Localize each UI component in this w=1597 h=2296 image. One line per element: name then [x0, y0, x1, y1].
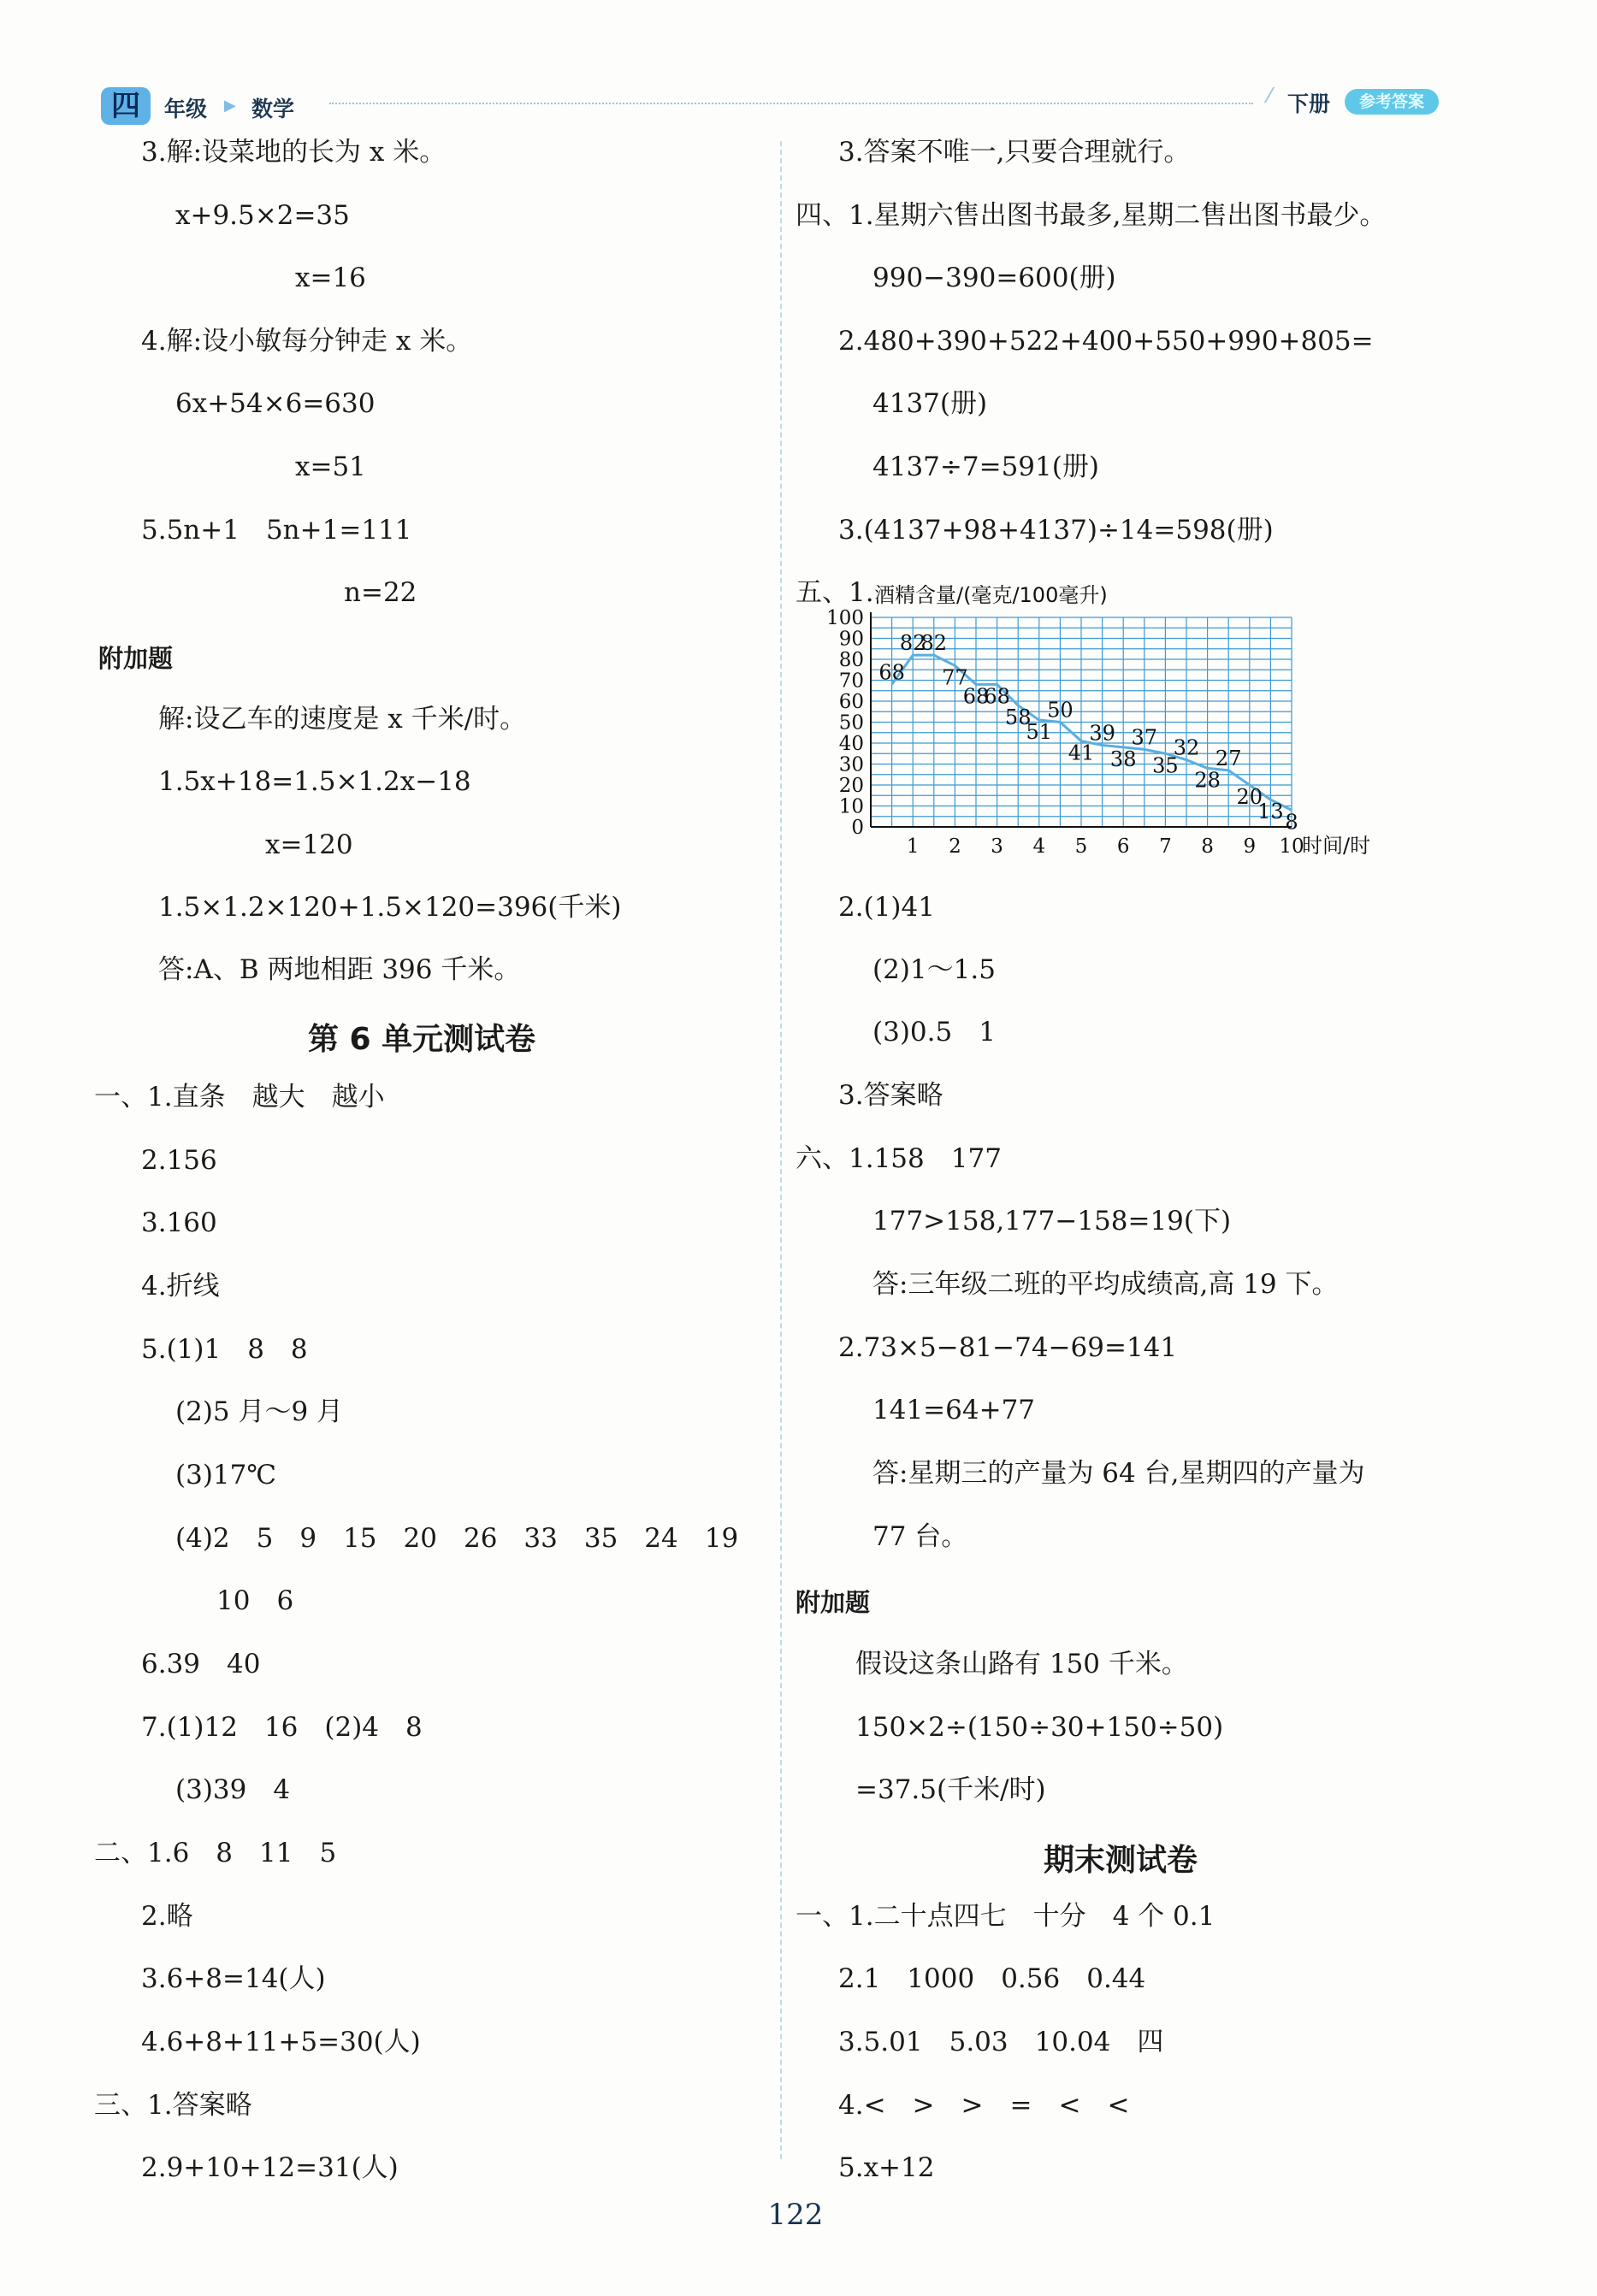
- grade-badge: 四: [101, 87, 151, 125]
- y-tick-label: 0: [851, 817, 864, 839]
- x-tick-label: 8: [1201, 835, 1214, 858]
- y-tick-label: 40: [838, 733, 864, 755]
- text-line: 3.解:设菜地的长为 x 米。: [141, 137, 447, 168]
- text-line: 2.1 1000 0.56 0.44: [838, 1963, 1146, 1994]
- text-line: (4)2 5 9 15 20 26 33 35 24 19: [175, 1523, 739, 1554]
- text-line: 3.160: [141, 1207, 217, 1238]
- text-line: 答:三年级二班的平均成绩高,高 19 下。: [872, 1269, 1339, 1300]
- x-tick-label: 1: [906, 835, 920, 858]
- data-label: 68: [984, 684, 1010, 709]
- page-header: [0, 0, 1597, 137]
- text-line: 141=64+77: [872, 1395, 1036, 1425]
- text-line: x=51: [295, 452, 366, 482]
- answer-badge: 参考答案: [1345, 89, 1439, 115]
- data-label: 68: [962, 684, 990, 709]
- x-tick-label: 6: [1116, 835, 1130, 858]
- data-label: 51: [1026, 720, 1053, 745]
- header-rule-corner: [1249, 87, 1275, 103]
- text-line: 3.(4137+98+4137)÷14=598(册): [838, 515, 1274, 546]
- text-line: 答:A、B 两地相距 396 千米。: [158, 954, 521, 985]
- y-tick-label: 20: [838, 775, 864, 797]
- text-line: 5.5n+1 5n+1=111: [141, 515, 412, 546]
- text-line: (3)39 4: [175, 1774, 291, 1805]
- x-tick-label: 9: [1243, 835, 1257, 858]
- text-line: 4.< > > = < <: [838, 2090, 1130, 2121]
- y-tick-label: 60: [838, 691, 864, 713]
- chart-svg: [787, 569, 1463, 872]
- arrow-icon: ▶: [224, 97, 236, 115]
- text-line: 答:星期三的产量为 64 台,星期四的产量为: [872, 1458, 1365, 1489]
- data-label: 38: [1109, 747, 1137, 771]
- text-line: 2.73×5−81−74−69=141: [838, 1332, 1178, 1363]
- text-line: x+9.5×2=35: [175, 200, 350, 231]
- text-line: 3.5.01 5.03 10.04 四: [838, 2027, 1164, 2057]
- text-line: 7.(1)12 16 (2)4 8: [141, 1712, 423, 1743]
- text-line: 1.5×1.2×120+1.5×120=396(千米): [158, 892, 622, 923]
- text-line: 2.(1)41: [838, 892, 935, 923]
- data-label: 13: [1257, 800, 1284, 824]
- chart-question-label: 五、1.: [796, 577, 874, 608]
- text-line: 4137÷7=591(册): [872, 452, 1099, 482]
- text-line: (2)1～1.5: [872, 954, 996, 985]
- y-tick-label: 80: [838, 649, 864, 671]
- data-label: 35: [1152, 753, 1179, 778]
- volume-label: 下册: [1287, 91, 1331, 116]
- alcohol-line-chart: [787, 569, 1463, 872]
- y-tick-label: 70: [838, 670, 864, 693]
- page-number: 122: [767, 2198, 824, 2232]
- text-line: 2.略: [141, 1901, 193, 1932]
- data-label: 8: [1285, 810, 1298, 835]
- text-line: (2)5 月～9 月: [175, 1396, 344, 1427]
- text-line: (3)17℃: [175, 1460, 277, 1490]
- y-tick-label: 100: [826, 607, 864, 629]
- data-label: 39: [1089, 721, 1115, 746]
- text-line: x=120: [265, 829, 353, 860]
- data-label: 68: [878, 660, 905, 685]
- data-label: 58: [1004, 705, 1032, 729]
- text-line: 3.答案不唯一,只要合理就行。: [838, 137, 1191, 168]
- x-tick-label: 3: [991, 835, 1003, 858]
- data-label: 50: [1047, 698, 1074, 723]
- x-tick-label: 7: [1159, 835, 1172, 858]
- x-tick-label: 5: [1074, 835, 1088, 858]
- data-label: 27: [1215, 746, 1242, 770]
- text-line: 177>158,177−158=19(下): [872, 1206, 1232, 1237]
- bonus-heading: 附加题: [98, 644, 174, 673]
- y-axis-title: 酒精含量/(毫克/100毫升): [874, 583, 1108, 607]
- x-tick-label: 4: [1032, 835, 1046, 858]
- text-line: 3.6+8=14(人): [141, 1963, 326, 1994]
- x-axis-title: 时间/时: [1302, 834, 1371, 858]
- subject-label: 数学: [251, 97, 295, 121]
- x-tick-label: 2: [949, 835, 961, 858]
- x-tick-label: 10: [1279, 835, 1304, 858]
- text-line: 假设这条山路有 150 千米。: [855, 1649, 1188, 1679]
- text-line: 2.156: [141, 1145, 217, 1176]
- section-title-final: 期末测试卷: [1044, 1843, 1198, 1878]
- text-line: x=16: [295, 263, 366, 293]
- text-line: 4137(册): [872, 388, 988, 419]
- bonus-heading: 附加题: [796, 1588, 871, 1617]
- text-line: 2.9+10+12=31(人): [141, 2152, 399, 2183]
- y-tick-label: 10: [838, 795, 864, 818]
- data-label: 20: [1236, 785, 1263, 809]
- text-line: 4.解:设小敏每分钟走 x 米。: [141, 326, 473, 357]
- data-label: 37: [1131, 725, 1158, 750]
- text-line: n=22: [344, 577, 417, 608]
- data-label: 32: [1173, 735, 1200, 760]
- text-line: (3)0.5 1: [872, 1017, 996, 1048]
- data-label: 82: [920, 631, 948, 656]
- data-label: 77: [942, 665, 968, 690]
- text-line: 一、1.直条 越大 越小: [94, 1082, 385, 1113]
- column-divider: [780, 141, 782, 2159]
- text-line: 4.折线: [141, 1271, 220, 1301]
- text-line: 6.39 40: [141, 1649, 261, 1679]
- section-title-unit6: 第 6 单元测试卷: [308, 1022, 536, 1057]
- text-line: 4.6+8+11+5=30(人): [141, 2027, 421, 2057]
- text-line: 10 6: [216, 1585, 294, 1616]
- text-line: =37.5(千米/时): [855, 1774, 1046, 1805]
- text-line: 二、1.6 8 11 5: [94, 1838, 337, 1868]
- data-label: 41: [1068, 741, 1095, 765]
- y-tick-label: 50: [838, 711, 864, 735]
- text-line: 一、1.二十点四七 十分 4 个 0.1: [796, 1901, 1215, 1932]
- text-line: 5.x+12: [838, 2152, 935, 2183]
- text-line: 3.答案略: [838, 1080, 943, 1111]
- text-line: 六、1.158 177: [796, 1143, 1002, 1174]
- text-line: 990−390=600(册): [872, 263, 1116, 293]
- text-line: 150×2÷(150÷30+150÷50): [855, 1712, 1224, 1743]
- text-line: 6x+54×6=630: [175, 388, 376, 419]
- data-label: 28: [1194, 768, 1221, 793]
- text-line: 5.(1)1 8 8: [141, 1334, 308, 1365]
- text-line: 77 台。: [872, 1521, 968, 1552]
- grade-label: 年级: [164, 97, 208, 121]
- text-line: 四、1.星期六售出图书最多,星期二售出图书最少。: [796, 200, 1387, 231]
- text-line: 解:设乙车的速度是 x 千米/时。: [158, 704, 527, 735]
- text-line: 三、1.答案略: [94, 2090, 252, 2121]
- y-tick-label: 90: [838, 628, 864, 651]
- header-rule: [329, 103, 1253, 104]
- y-tick-label: 30: [838, 753, 864, 776]
- text-line: 2.480+390+522+400+550+990+805=: [838, 326, 1374, 357]
- data-label: 82: [899, 631, 926, 656]
- text-line: 1.5x+18=1.5×1.2x−18: [158, 766, 471, 797]
